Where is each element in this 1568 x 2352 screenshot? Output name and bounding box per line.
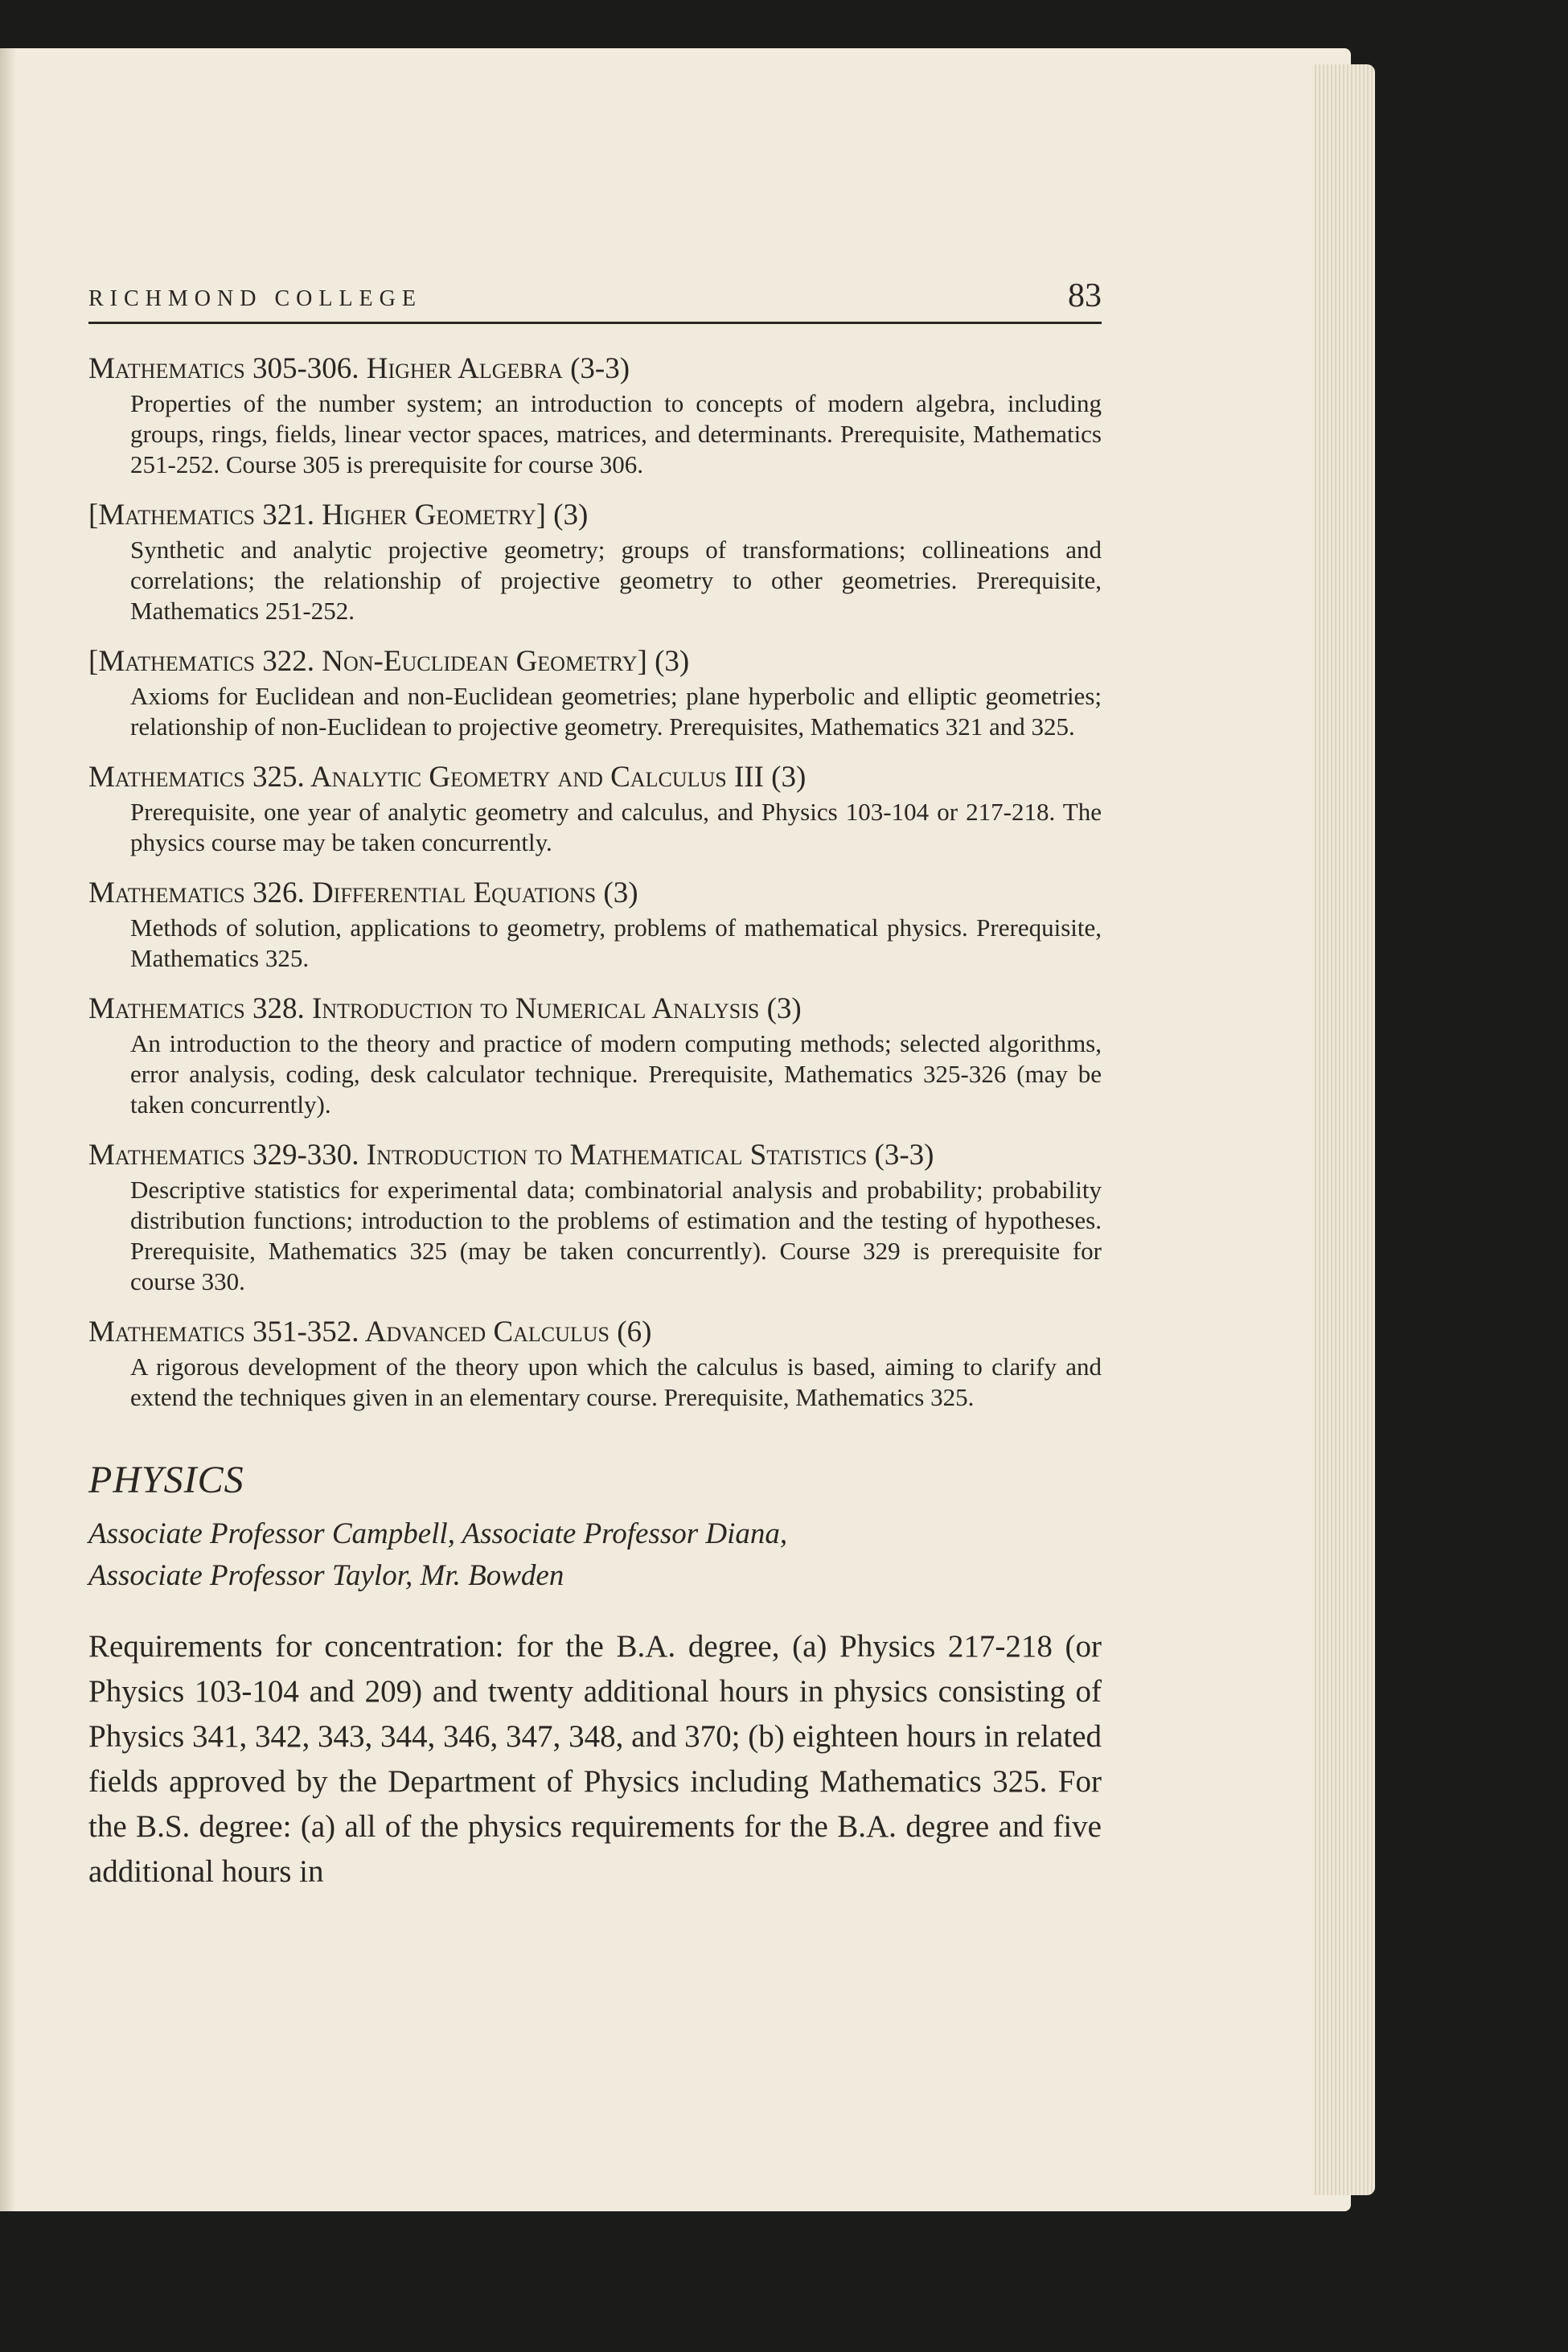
gutter-shadow (0, 48, 16, 2211)
course-description: Synthetic and analytic projective geometry; groups of transformations; collineations and correlations; the relationship of projective geometry to other geometries. Prerequisite, Mathematics 251-252. (130, 536, 1102, 625)
course-title: Mathematics 326. Differential Equations (3) (88, 876, 638, 909)
course-description: Methods of solution, applications to geometry, problems of mathematical physics. Prerequisite, Mathematics 325. (130, 913, 1102, 972)
running-title: RICHMOND COLLEGE (88, 286, 422, 311)
course-entry (88, 496, 1102, 626)
course-title: Mathematics 305-306. Higher Algebra (3-3) (88, 352, 630, 385)
physics-heading: PHYSICS (88, 1459, 244, 1501)
course-description: Axioms for Euclidean and non-Euclidean geometries; plane hyperbolic and elliptic geometries; relationship of non-Euclidean to projective geometry. Prerequisites, Mathematics 321 and 325. (130, 682, 1102, 741)
course-description: A rigorous development of the theory upon which the calculus is based, aiming to clarify and extend the techniques given in an elementary course. Prerequisite, Mathematics 325. (130, 1353, 1102, 1411)
running-head (88, 265, 1102, 324)
course-description: An introduction to the theory and practice of modern computing methods; selected algorithms, error analysis, coding, desk calculator technique. Prerequisite, Mathematics 325-326 (may be taken concurrently). (130, 1029, 1102, 1119)
course-entry (88, 1136, 1102, 1297)
course-title: Mathematics 351-352. Advanced Calculus (6) (88, 1316, 652, 1348)
page-content (88, 265, 1102, 1894)
faculty-line: Associate Professor Taylor, Mr. Bowden (88, 1559, 564, 1592)
course-entry (88, 990, 1102, 1120)
course-entry (88, 350, 1102, 480)
course-description: Descriptive statistics for experimental data; combinatorial analysis and probability; probability distribution functions; introduction to the problems of estimation and the testing of hypotheses. Prerequisite, Mathematics 325 (may be taken concurrently). Course 329 is prerequisite for course 330. (130, 1176, 1102, 1295)
course-entry (88, 874, 1102, 974)
course-title: Mathematics 325. Analytic Geometry and Calculus III (3) (88, 761, 807, 794)
course-title: [Mathematics 322. Non-Euclidean Geometry] (3) (88, 645, 690, 678)
course-title: Mathematics 328. Introduction to Numerical Analysis (3) (88, 992, 802, 1025)
course-entry (88, 758, 1102, 858)
course-description: Properties of the number system; an introduction to concepts of modern algebra, including groups, rings, fields, linear vector spaces, matrices, and determinants. Prerequisite, Mathematics 251-252. Course 305 is prerequisite for course 306. (130, 389, 1102, 478)
faculty-line: Associate Professor Campbell, Associate Professor Diana, (88, 1517, 788, 1550)
physics-requirements: Requirements for concentration: for the B.A. degree, (a) Physics 217-218 (or Physics 103-104 and 209) and twenty additional hours in physics consisting of Physics 341, 342, 343, 344, 346, 347, 348, and 370; (b) eighteen hours in related fields approved by the Department of Physics including Mathematics 325. For the B.S. degree: (a) all of the physics requirements for the B.A. degree and five additional hours in (88, 1629, 1102, 1889)
page-number: 83 (1068, 277, 1102, 314)
course-description: Prerequisite, one year of analytic geometry and calculus, and Physics 103-104 or 217-218. The physics course may be taken concurrently. (130, 798, 1102, 856)
page-edges (1312, 64, 1375, 2195)
course-title: Mathematics 329-330. Introduction to Mathematical Statistics (3-3) (88, 1139, 934, 1172)
course-title: [Mathematics 321. Higher Geometry] (3) (88, 499, 589, 532)
course-entry (88, 1313, 1102, 1413)
course-list (88, 350, 1102, 1413)
course-entry (88, 642, 1102, 742)
physics-faculty (88, 1513, 1102, 1597)
